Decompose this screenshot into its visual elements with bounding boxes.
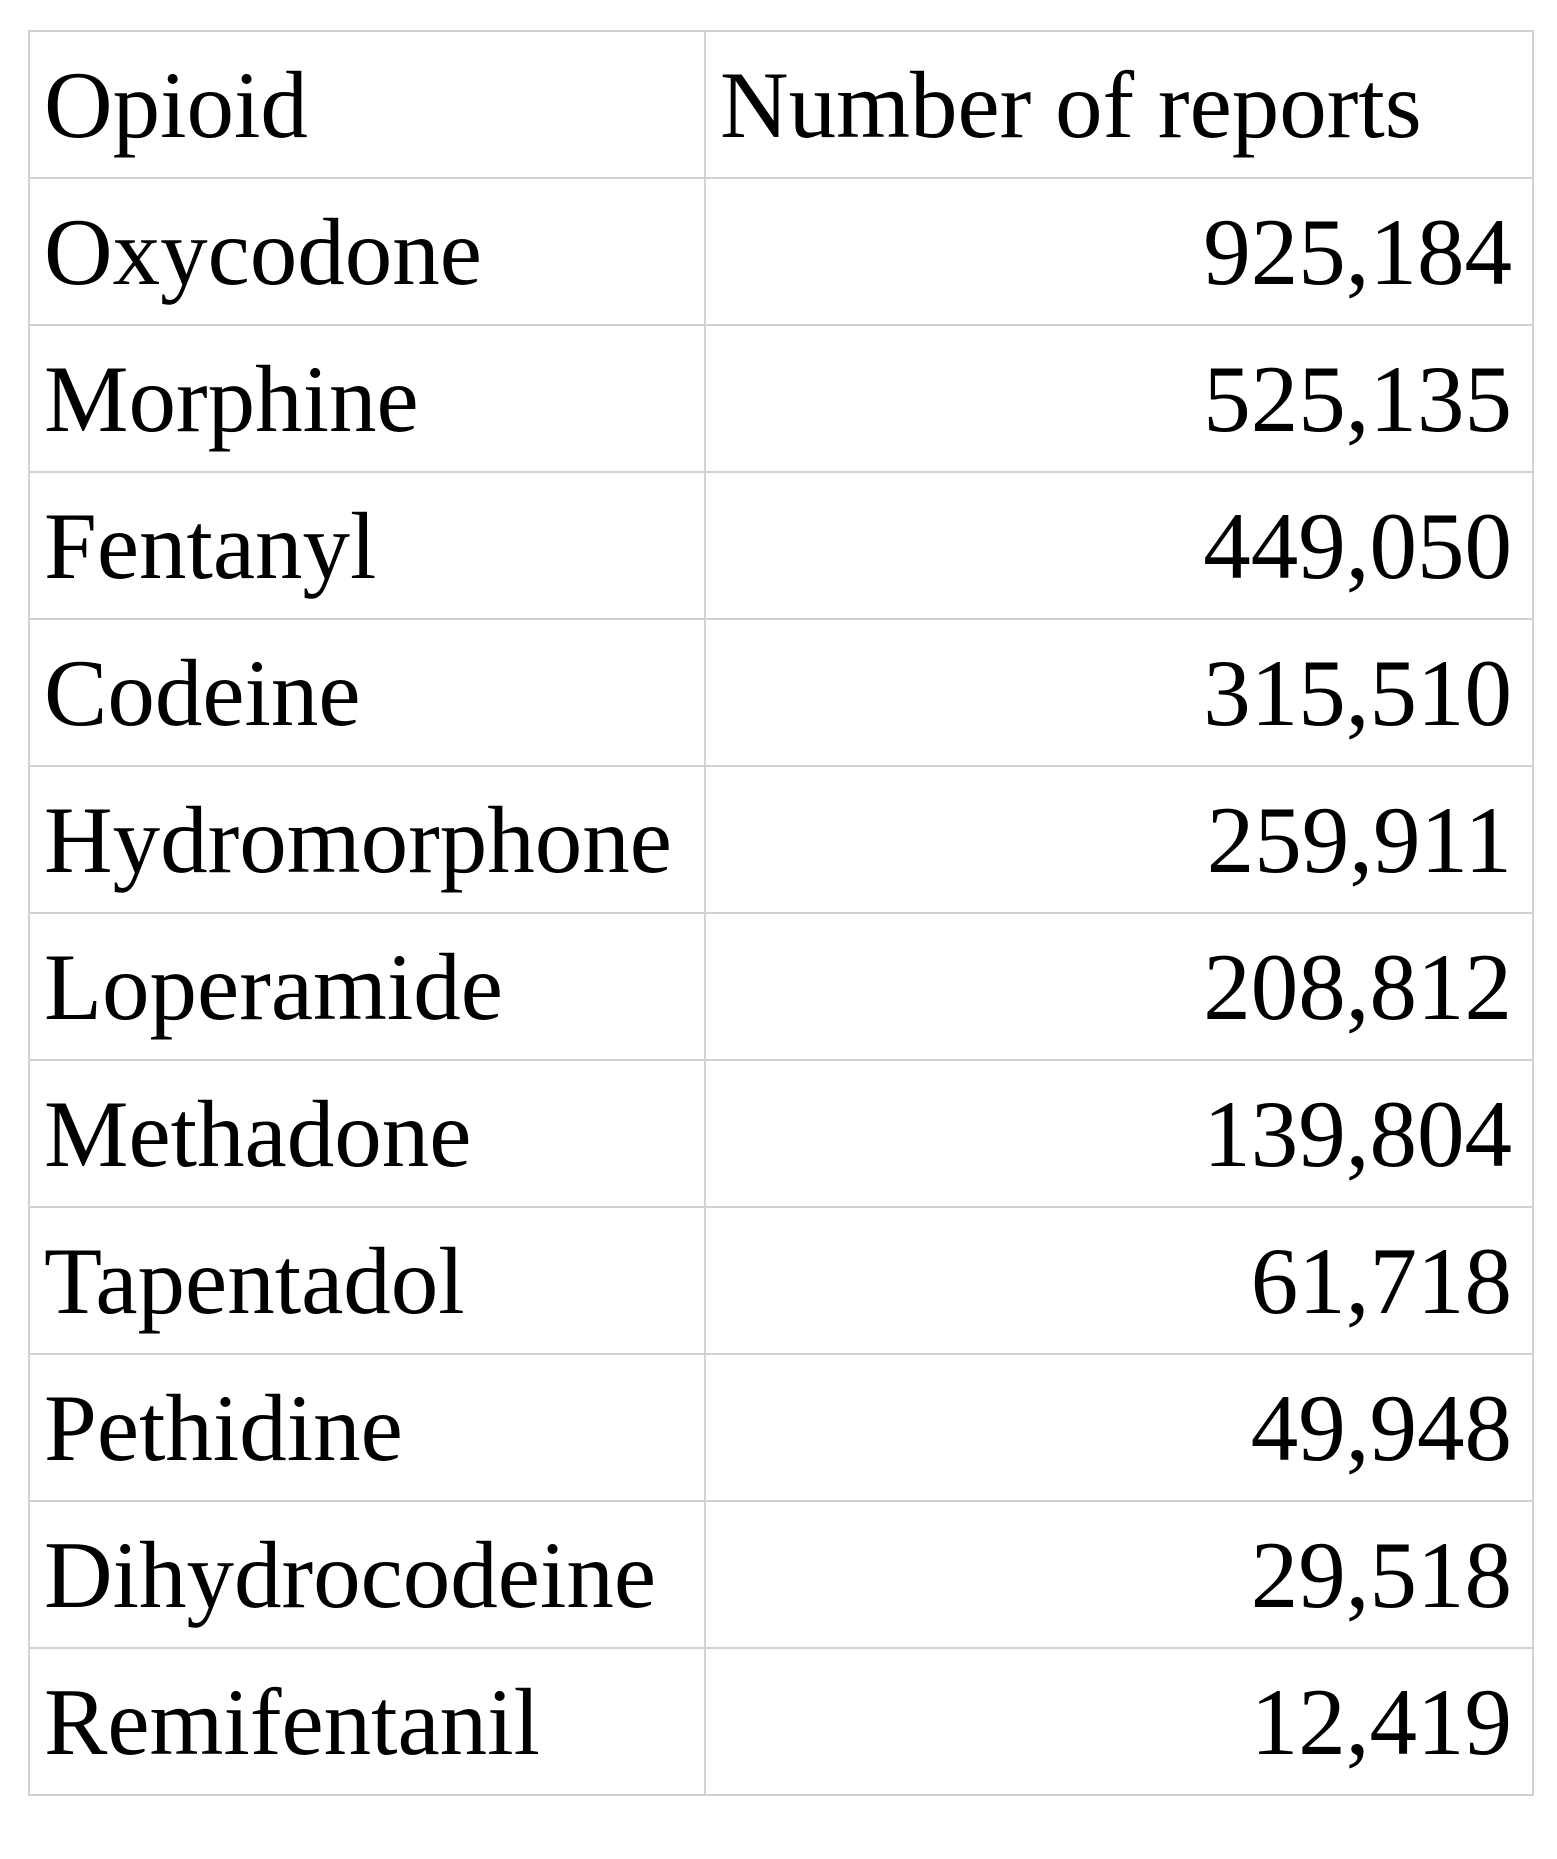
column-header-opioid: Opioid: [29, 31, 705, 178]
table-row: [29, 766, 1533, 913]
table-row: [29, 1501, 1533, 1648]
table-row: [29, 178, 1533, 325]
table-row: [29, 472, 1533, 619]
opioid-name-cell: Hydromorphone: [29, 766, 705, 913]
report-count-cell: 208,812: [705, 913, 1533, 1060]
table-row: [29, 913, 1533, 1060]
opioid-name-cell: Oxycodone: [29, 178, 705, 325]
opioid-name-cell: Loperamide: [29, 913, 705, 1060]
table-row: [29, 1060, 1533, 1207]
table-row: [29, 1207, 1533, 1354]
opioid-name-cell: Pethidine: [29, 1354, 705, 1501]
report-count-cell: 525,135: [705, 325, 1533, 472]
report-count-cell: 315,510: [705, 619, 1533, 766]
report-count-cell: 925,184: [705, 178, 1533, 325]
opioid-name-cell: Dihydrocodeine: [29, 1501, 705, 1648]
opioid-reports-table: [28, 30, 1534, 1796]
report-count-cell: 259,911: [705, 766, 1533, 913]
opioid-name-cell: Morphine: [29, 325, 705, 472]
column-header-reports: Number of reports: [705, 31, 1533, 178]
table-row: [29, 1354, 1533, 1501]
table-row: [29, 619, 1533, 766]
report-count-cell: 61,718: [705, 1207, 1533, 1354]
report-count-cell: 12,419: [705, 1648, 1533, 1795]
opioid-name-cell: Codeine: [29, 619, 705, 766]
opioid-name-cell: Remifentanil: [29, 1648, 705, 1795]
report-count-cell: 449,050: [705, 472, 1533, 619]
opioid-name-cell: Methadone: [29, 1060, 705, 1207]
opioid-reports-table-container: [28, 30, 1534, 1796]
report-count-cell: 29,518: [705, 1501, 1533, 1648]
report-count-cell: 49,948: [705, 1354, 1533, 1501]
table-row: [29, 1648, 1533, 1795]
table-header-row: [29, 31, 1533, 178]
opioid-name-cell: Tapentadol: [29, 1207, 705, 1354]
opioid-name-cell: Fentanyl: [29, 472, 705, 619]
report-count-cell: 139,804: [705, 1060, 1533, 1207]
table-row: [29, 325, 1533, 472]
